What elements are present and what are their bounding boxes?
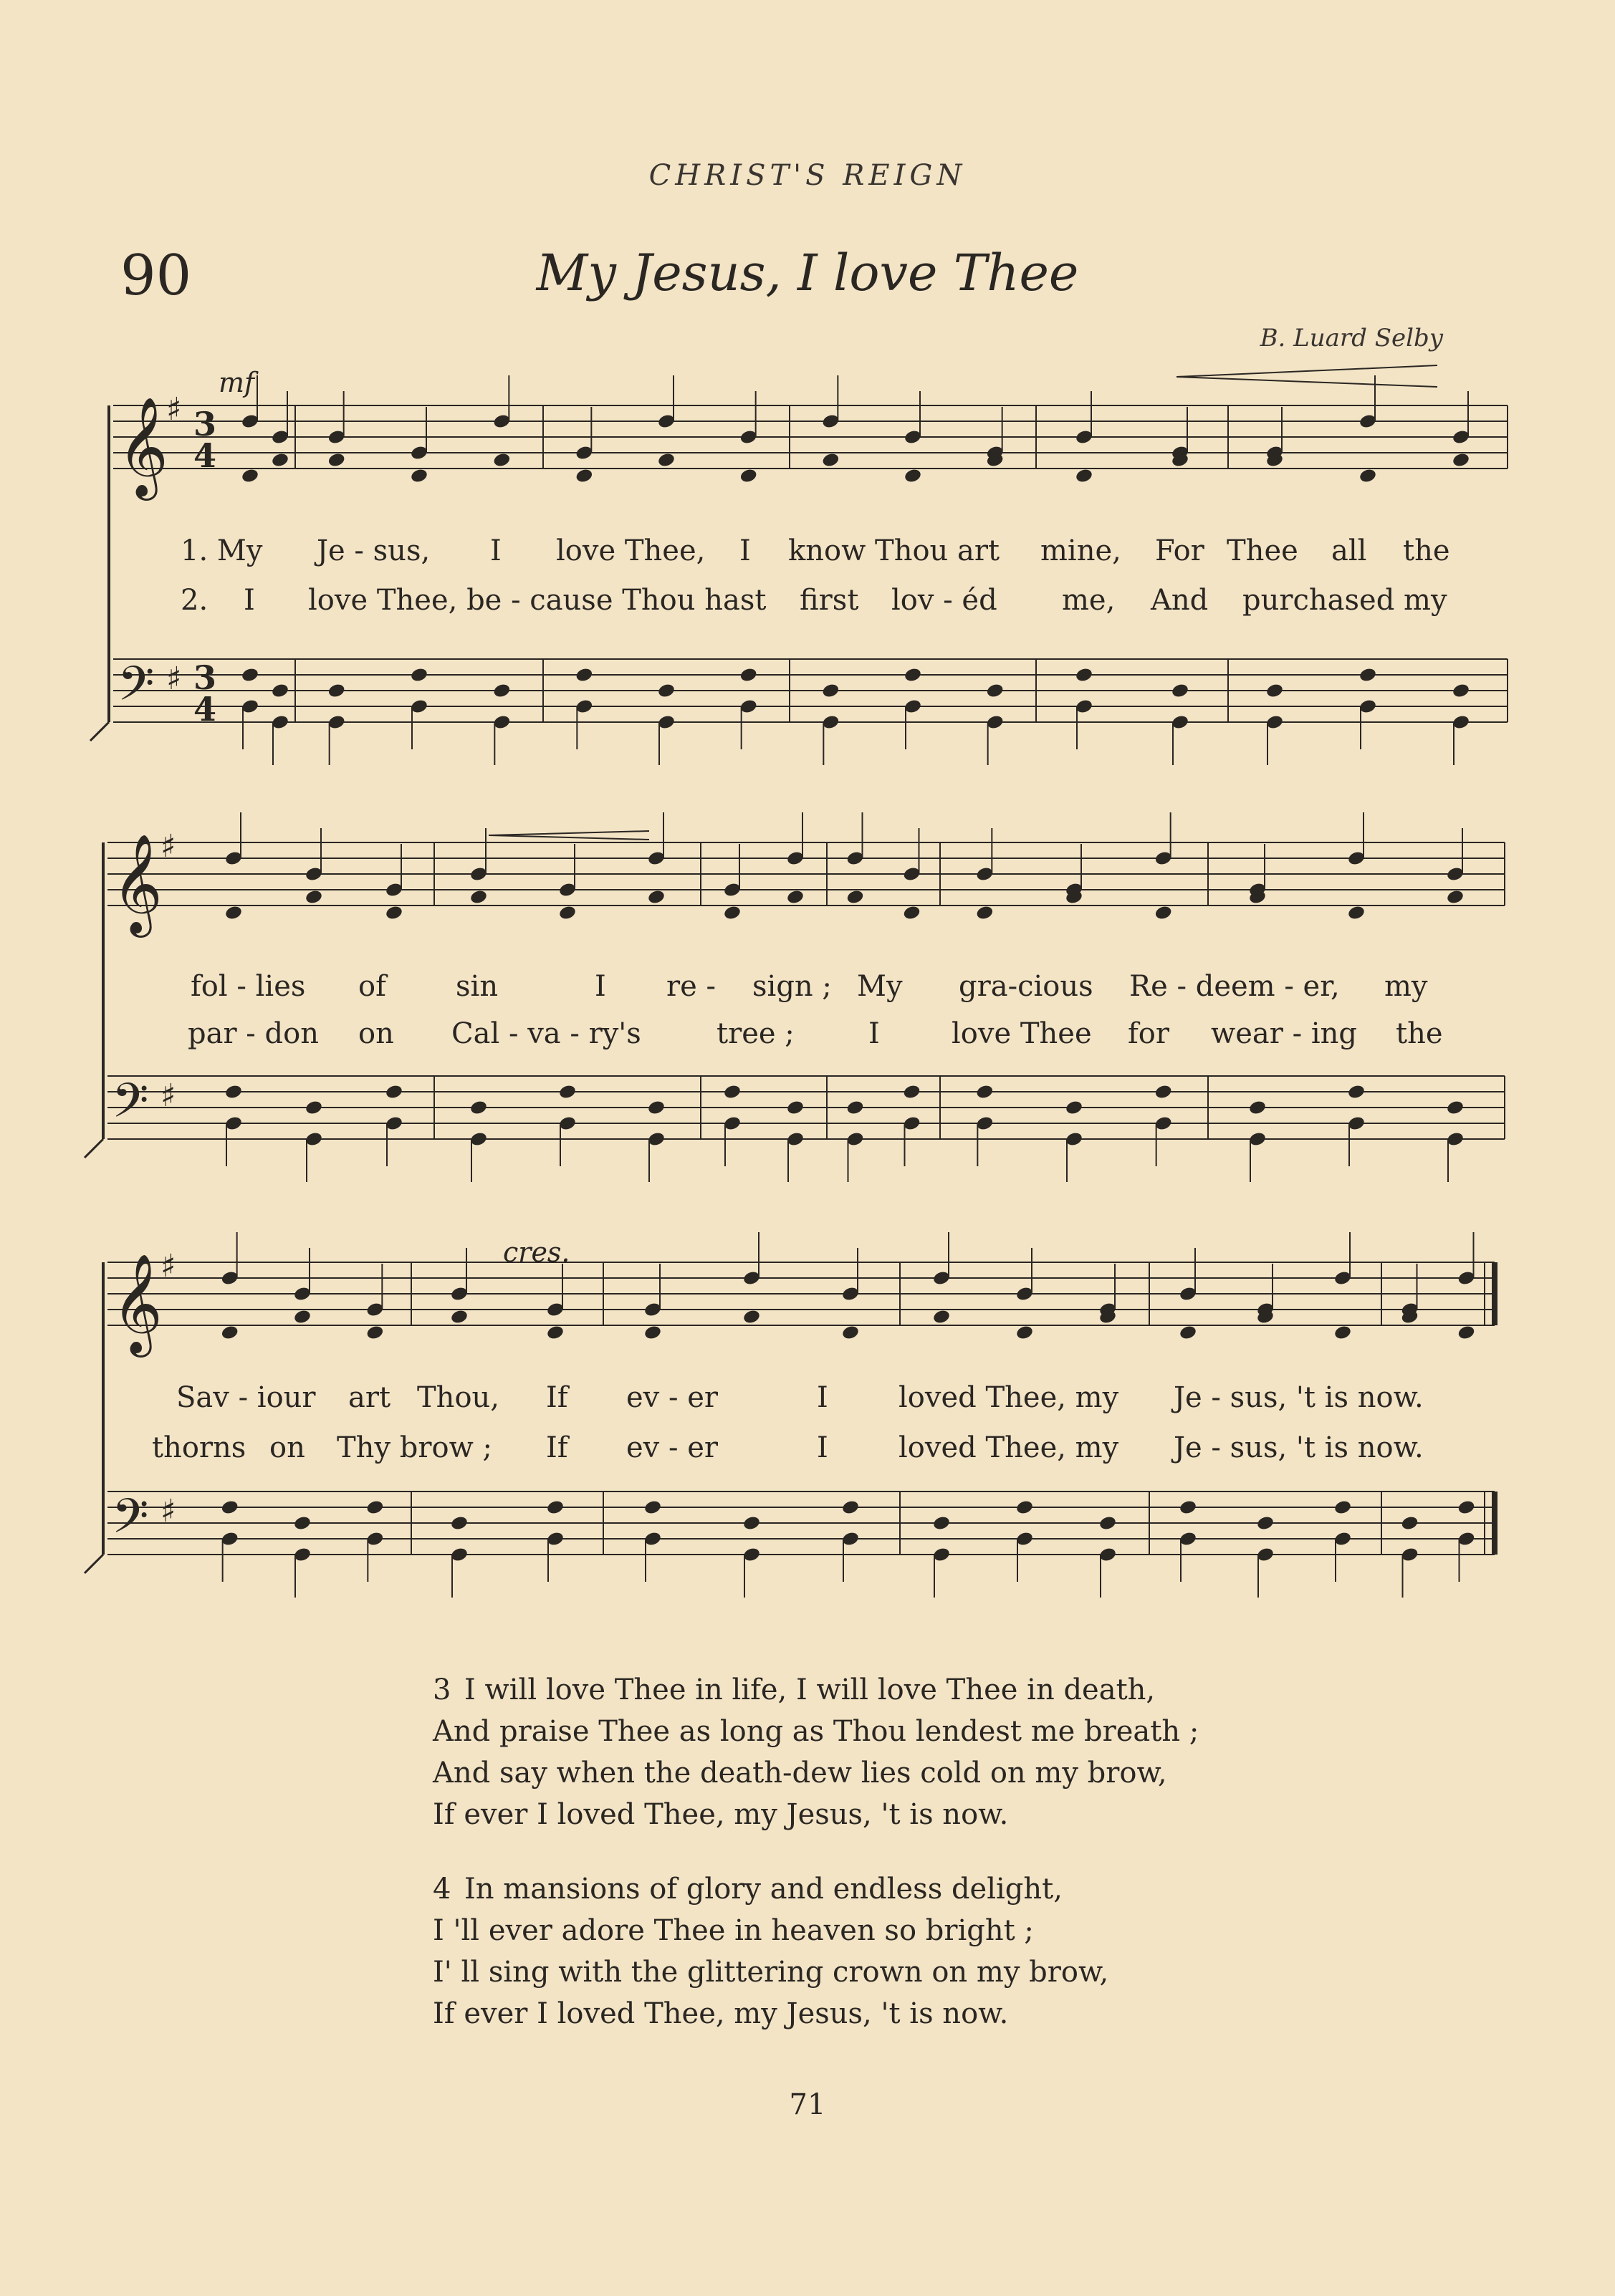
- lyric-syllable: ev - er: [626, 1381, 719, 1414]
- notehead: [786, 889, 805, 906]
- notehead: [558, 905, 577, 921]
- system-brace-tail: [85, 1555, 103, 1573]
- notehead: [1446, 1100, 1465, 1116]
- notehead: [1333, 1499, 1352, 1516]
- notehead: [1358, 468, 1377, 484]
- notehead: [1265, 683, 1284, 699]
- notehead: [845, 889, 864, 906]
- notehead: [385, 1084, 403, 1100]
- notehead: [327, 683, 346, 699]
- notehead: [1179, 1499, 1197, 1516]
- notehead: [221, 1499, 239, 1516]
- lyric-syllable: I: [490, 534, 502, 567]
- notehead: [1075, 667, 1093, 683]
- notehead: [821, 452, 840, 469]
- stanza-line: I 'll ever adore Thee in heaven so bright ;: [433, 1914, 1034, 1947]
- lyric-syllable: My: [857, 970, 903, 1003]
- notehead: [305, 1100, 323, 1116]
- notehead: [450, 1309, 469, 1325]
- stanza-number: 3: [433, 1673, 451, 1706]
- lyric-syllable: for: [1128, 1017, 1170, 1050]
- lyric-syllable: on: [358, 1017, 394, 1050]
- notehead: [271, 452, 289, 469]
- lyric-syllable: purchased my: [1242, 584, 1447, 617]
- lyric-syllable: Re - deem - er,: [1129, 970, 1340, 1003]
- notehead: [492, 452, 511, 469]
- bass-clef: 𝄢: [118, 656, 155, 723]
- page-number: 71: [789, 2088, 826, 2121]
- lyric-syllable: love Thee: [952, 1017, 1092, 1050]
- lyric-syllable: 1. My: [181, 534, 263, 567]
- lyric-syllable: If: [546, 1381, 568, 1414]
- lyric-syllable: on: [269, 1431, 305, 1464]
- lyric-syllable: For: [1155, 534, 1204, 567]
- lyric-syllable: my: [1384, 970, 1428, 1003]
- notehead: [305, 889, 323, 906]
- notehead: [1400, 1515, 1419, 1532]
- notehead: [904, 667, 922, 683]
- lyric-syllable: If: [546, 1431, 568, 1464]
- notehead: [1248, 1100, 1267, 1116]
- notehead: [1457, 1499, 1475, 1516]
- notehead: [1179, 1325, 1197, 1341]
- lyric-syllable: re -: [666, 970, 717, 1003]
- time-signature-upper: 3: [193, 405, 217, 443]
- lyric-syllable: gra-cious: [959, 970, 1093, 1003]
- notehead: [1452, 452, 1470, 469]
- notehead: [975, 905, 994, 921]
- notehead: [902, 905, 921, 921]
- system-brace-tail: [85, 1139, 103, 1158]
- lyric-syllable: of: [358, 970, 386, 1003]
- notehead: [1015, 1325, 1034, 1341]
- notehead: [1358, 667, 1377, 683]
- lyric-syllable: Je - sus,: [317, 534, 431, 567]
- notehead: [546, 1325, 565, 1341]
- lyric-syllable: I: [868, 1017, 880, 1050]
- running-head: CHRIST'S REIGN: [648, 159, 967, 192]
- key-sharp-treble: ♯: [160, 1248, 176, 1284]
- lyric-syllable: I: [817, 1381, 828, 1414]
- notehead: [647, 889, 666, 906]
- time-signature-lower: 4: [193, 436, 217, 475]
- lyric-syllable: sign ;: [752, 970, 832, 1003]
- notehead: [841, 1499, 860, 1516]
- notehead: [271, 683, 289, 699]
- notehead: [327, 452, 346, 469]
- lyric-syllable: Thou,: [417, 1381, 499, 1414]
- notehead: [904, 468, 922, 484]
- notehead: [643, 1499, 662, 1516]
- notehead: [385, 905, 403, 921]
- notehead: [241, 468, 259, 484]
- notehead: [821, 683, 840, 699]
- lyric-syllable: ev - er: [626, 1431, 719, 1464]
- notehead: [492, 683, 511, 699]
- notehead: [1452, 683, 1470, 699]
- stanza-line: I will love Thee in life, I will love Thee in death,: [464, 1673, 1156, 1706]
- lyric-syllable: Je - sus, 't is now.: [1174, 1381, 1424, 1414]
- notehead: [643, 1325, 662, 1341]
- notehead: [1015, 1499, 1034, 1516]
- lyric-syllable: Cal - va - ry's: [451, 1017, 641, 1050]
- lyric-syllable: first: [800, 584, 859, 617]
- notehead: [739, 468, 758, 484]
- notehead: [224, 905, 243, 921]
- notehead: [365, 1499, 384, 1516]
- lyric-syllable: me,: [1062, 584, 1116, 617]
- hairpin: [489, 831, 649, 840]
- lyric-syllable: Thee: [1227, 534, 1298, 567]
- notehead: [657, 452, 676, 469]
- lyric-syllable: I: [595, 970, 606, 1003]
- notehead: [739, 667, 758, 683]
- notehead: [975, 1084, 994, 1100]
- lyric-syllable: tree ;: [717, 1017, 795, 1050]
- lyric-syllable: love Thee, be - cause Thou hast: [308, 584, 767, 617]
- notehead: [1154, 1084, 1173, 1100]
- notehead: [845, 1100, 864, 1116]
- bass-clef: 𝄢: [112, 1489, 149, 1555]
- treble-clef: 𝄞: [112, 1254, 163, 1353]
- notehead: [723, 905, 742, 921]
- lyric-syllable: thorns: [152, 1431, 246, 1464]
- notehead: [932, 1515, 951, 1532]
- lyric-syllable: par - don: [188, 1017, 319, 1050]
- notehead: [293, 1309, 312, 1325]
- lyric-syllable: sin: [456, 970, 499, 1003]
- stanza-line: I' ll sing with the glittering crown on my brow,: [433, 1956, 1109, 1989]
- notehead: [1347, 905, 1366, 921]
- lyric-syllable: fol - lies: [191, 970, 306, 1003]
- notehead: [365, 1325, 384, 1341]
- stanza-line: And say when the death-dew lies cold on my brow,: [433, 1757, 1167, 1790]
- lyric-syllable: loved Thee, my: [898, 1431, 1119, 1464]
- lyric-syllable: love Thee,: [556, 534, 706, 567]
- notehead: [558, 1084, 577, 1100]
- dynamic-mf: mf: [219, 367, 255, 398]
- key-sharp-treble: ♯: [166, 391, 182, 428]
- lyric-syllable: I: [739, 534, 751, 567]
- notehead: [224, 1084, 243, 1100]
- treble-clef: 𝄞: [118, 397, 168, 496]
- notehead: [657, 683, 676, 699]
- lyric-syllable: lov - éd: [891, 584, 997, 617]
- stanza-line: And praise Thee as long as Thou lendest me breath ;: [433, 1715, 1199, 1748]
- lyric-syllable: all: [1331, 534, 1367, 567]
- notehead: [546, 1499, 565, 1516]
- notehead: [1154, 905, 1173, 921]
- notehead: [1171, 683, 1189, 699]
- hairpin: [1176, 365, 1437, 387]
- bass-clef: 𝄢: [112, 1073, 149, 1140]
- notehead: [723, 1084, 742, 1100]
- notehead: [1347, 1084, 1366, 1100]
- lyric-syllable: mine,: [1040, 534, 1121, 567]
- dynamic-crescendo: cres.: [503, 1236, 570, 1268]
- lyric-syllable: Je - sus, 't is now.: [1174, 1431, 1424, 1464]
- key-sharp-treble: ♯: [160, 828, 176, 865]
- notehead: [1098, 1515, 1117, 1532]
- notehead: [293, 1515, 312, 1532]
- stanza-line: If ever I loved Thee, my Jesus, 't is now.: [433, 1798, 1009, 1831]
- notehead: [647, 1100, 666, 1116]
- lyric-syllable: And: [1151, 584, 1209, 617]
- notehead: [786, 1100, 805, 1116]
- notehead: [410, 667, 428, 683]
- notehead: [575, 667, 593, 683]
- notehead: [902, 1084, 921, 1100]
- time-signature-upper: 3: [193, 658, 217, 697]
- notehead: [469, 1100, 488, 1116]
- composer: B. Luard Selby: [1260, 324, 1443, 352]
- notehead: [410, 468, 428, 484]
- hymn-title: My Jesus, I love Thee: [536, 244, 1079, 302]
- notehead: [221, 1325, 239, 1341]
- notehead: [742, 1515, 761, 1532]
- notehead: [932, 1309, 951, 1325]
- key-sharp-bass: ♯: [160, 1077, 176, 1114]
- notehead: [469, 889, 488, 906]
- notehead: [1065, 1100, 1083, 1116]
- lyric-syllable: Sav - iour: [176, 1381, 316, 1414]
- lyric-syllable: the: [1403, 534, 1450, 567]
- notehead: [575, 468, 593, 484]
- notehead: [742, 1309, 761, 1325]
- lyric-syllable: 2.: [181, 584, 209, 617]
- lyric-syllable: I: [244, 584, 255, 617]
- lyric-syllable: wear - ing: [1211, 1017, 1357, 1050]
- lyric-syllable: know Thou art: [788, 534, 1000, 567]
- lyric-syllable: Thy brow ;: [337, 1431, 492, 1464]
- hymn-number: 90: [120, 244, 192, 308]
- stanza-line: If ever I loved Thee, my Jesus, 't is now.: [433, 1997, 1009, 2030]
- notehead: [1446, 889, 1465, 906]
- stanza-number: 4: [433, 1873, 451, 1906]
- notehead: [841, 1325, 860, 1341]
- lyric-syllable: I: [817, 1431, 828, 1464]
- lyric-syllable: loved Thee, my: [898, 1381, 1119, 1414]
- notehead: [241, 667, 259, 683]
- key-sharp-bass: ♯: [166, 661, 182, 697]
- time-signature-lower: 4: [193, 690, 217, 729]
- system-brace-tail: [90, 722, 109, 741]
- stanza-line: In mansions of glory and endless delight,: [464, 1873, 1063, 1906]
- key-sharp-bass: ♯: [160, 1493, 176, 1529]
- notehead: [1075, 468, 1093, 484]
- lyric-syllable: the: [1396, 1017, 1443, 1050]
- notehead: [1333, 1325, 1352, 1341]
- notehead: [986, 683, 1005, 699]
- notehead: [1256, 1515, 1275, 1532]
- lyric-syllable: art: [348, 1381, 391, 1414]
- treble-clef: 𝄞: [112, 834, 163, 933]
- notehead: [1457, 1325, 1475, 1341]
- notehead: [450, 1515, 469, 1532]
